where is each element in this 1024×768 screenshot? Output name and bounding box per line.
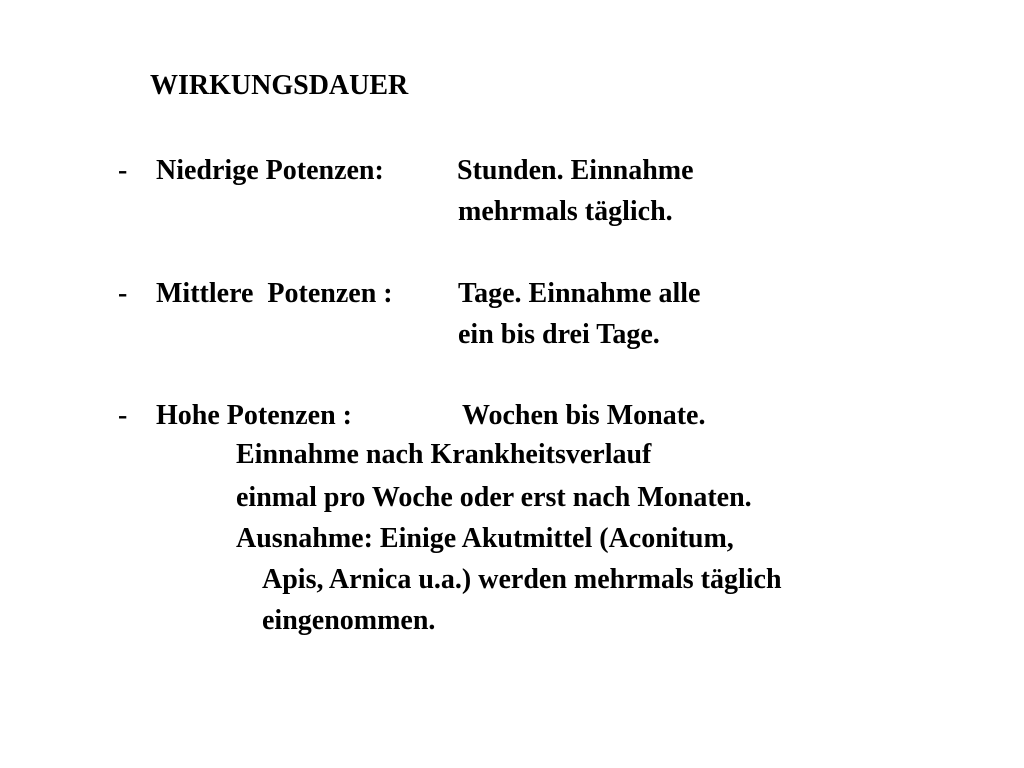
bullet-dash: - <box>118 278 128 309</box>
item-detail-line: Ausnahme: Einige Akutmittel (Aconitum, <box>236 523 734 554</box>
bullet-dash: - <box>118 155 128 186</box>
item-description-line: ein bis drei Tage. <box>458 319 660 350</box>
item-term-mittlere: Mittlere Potenzen : <box>156 278 393 309</box>
item-description-line: Tage. Einnahme alle <box>458 278 701 309</box>
item-detail-line: einmal pro Woche oder erst nach Monaten. <box>236 482 752 513</box>
item-detail-line: eingenommen. <box>262 605 436 636</box>
item-description-line: Stunden. Einnahme <box>457 155 694 186</box>
item-term-hohe: Hohe Potenzen : <box>156 400 352 431</box>
item-description-line: Wochen bis Monate. <box>462 400 706 431</box>
bullet-dash: - <box>118 400 128 431</box>
item-description-line: mehrmals täglich. <box>458 196 673 227</box>
slide-title: WIRKUNGSDAUER <box>150 70 409 101</box>
item-detail-line: Apis, Arnica u.a.) werden mehrmals täglich <box>262 564 782 595</box>
item-detail-line: Einnahme nach Krankheitsverlauf <box>236 439 652 470</box>
item-term-niedrige: Niedrige Potenzen: <box>156 155 384 186</box>
